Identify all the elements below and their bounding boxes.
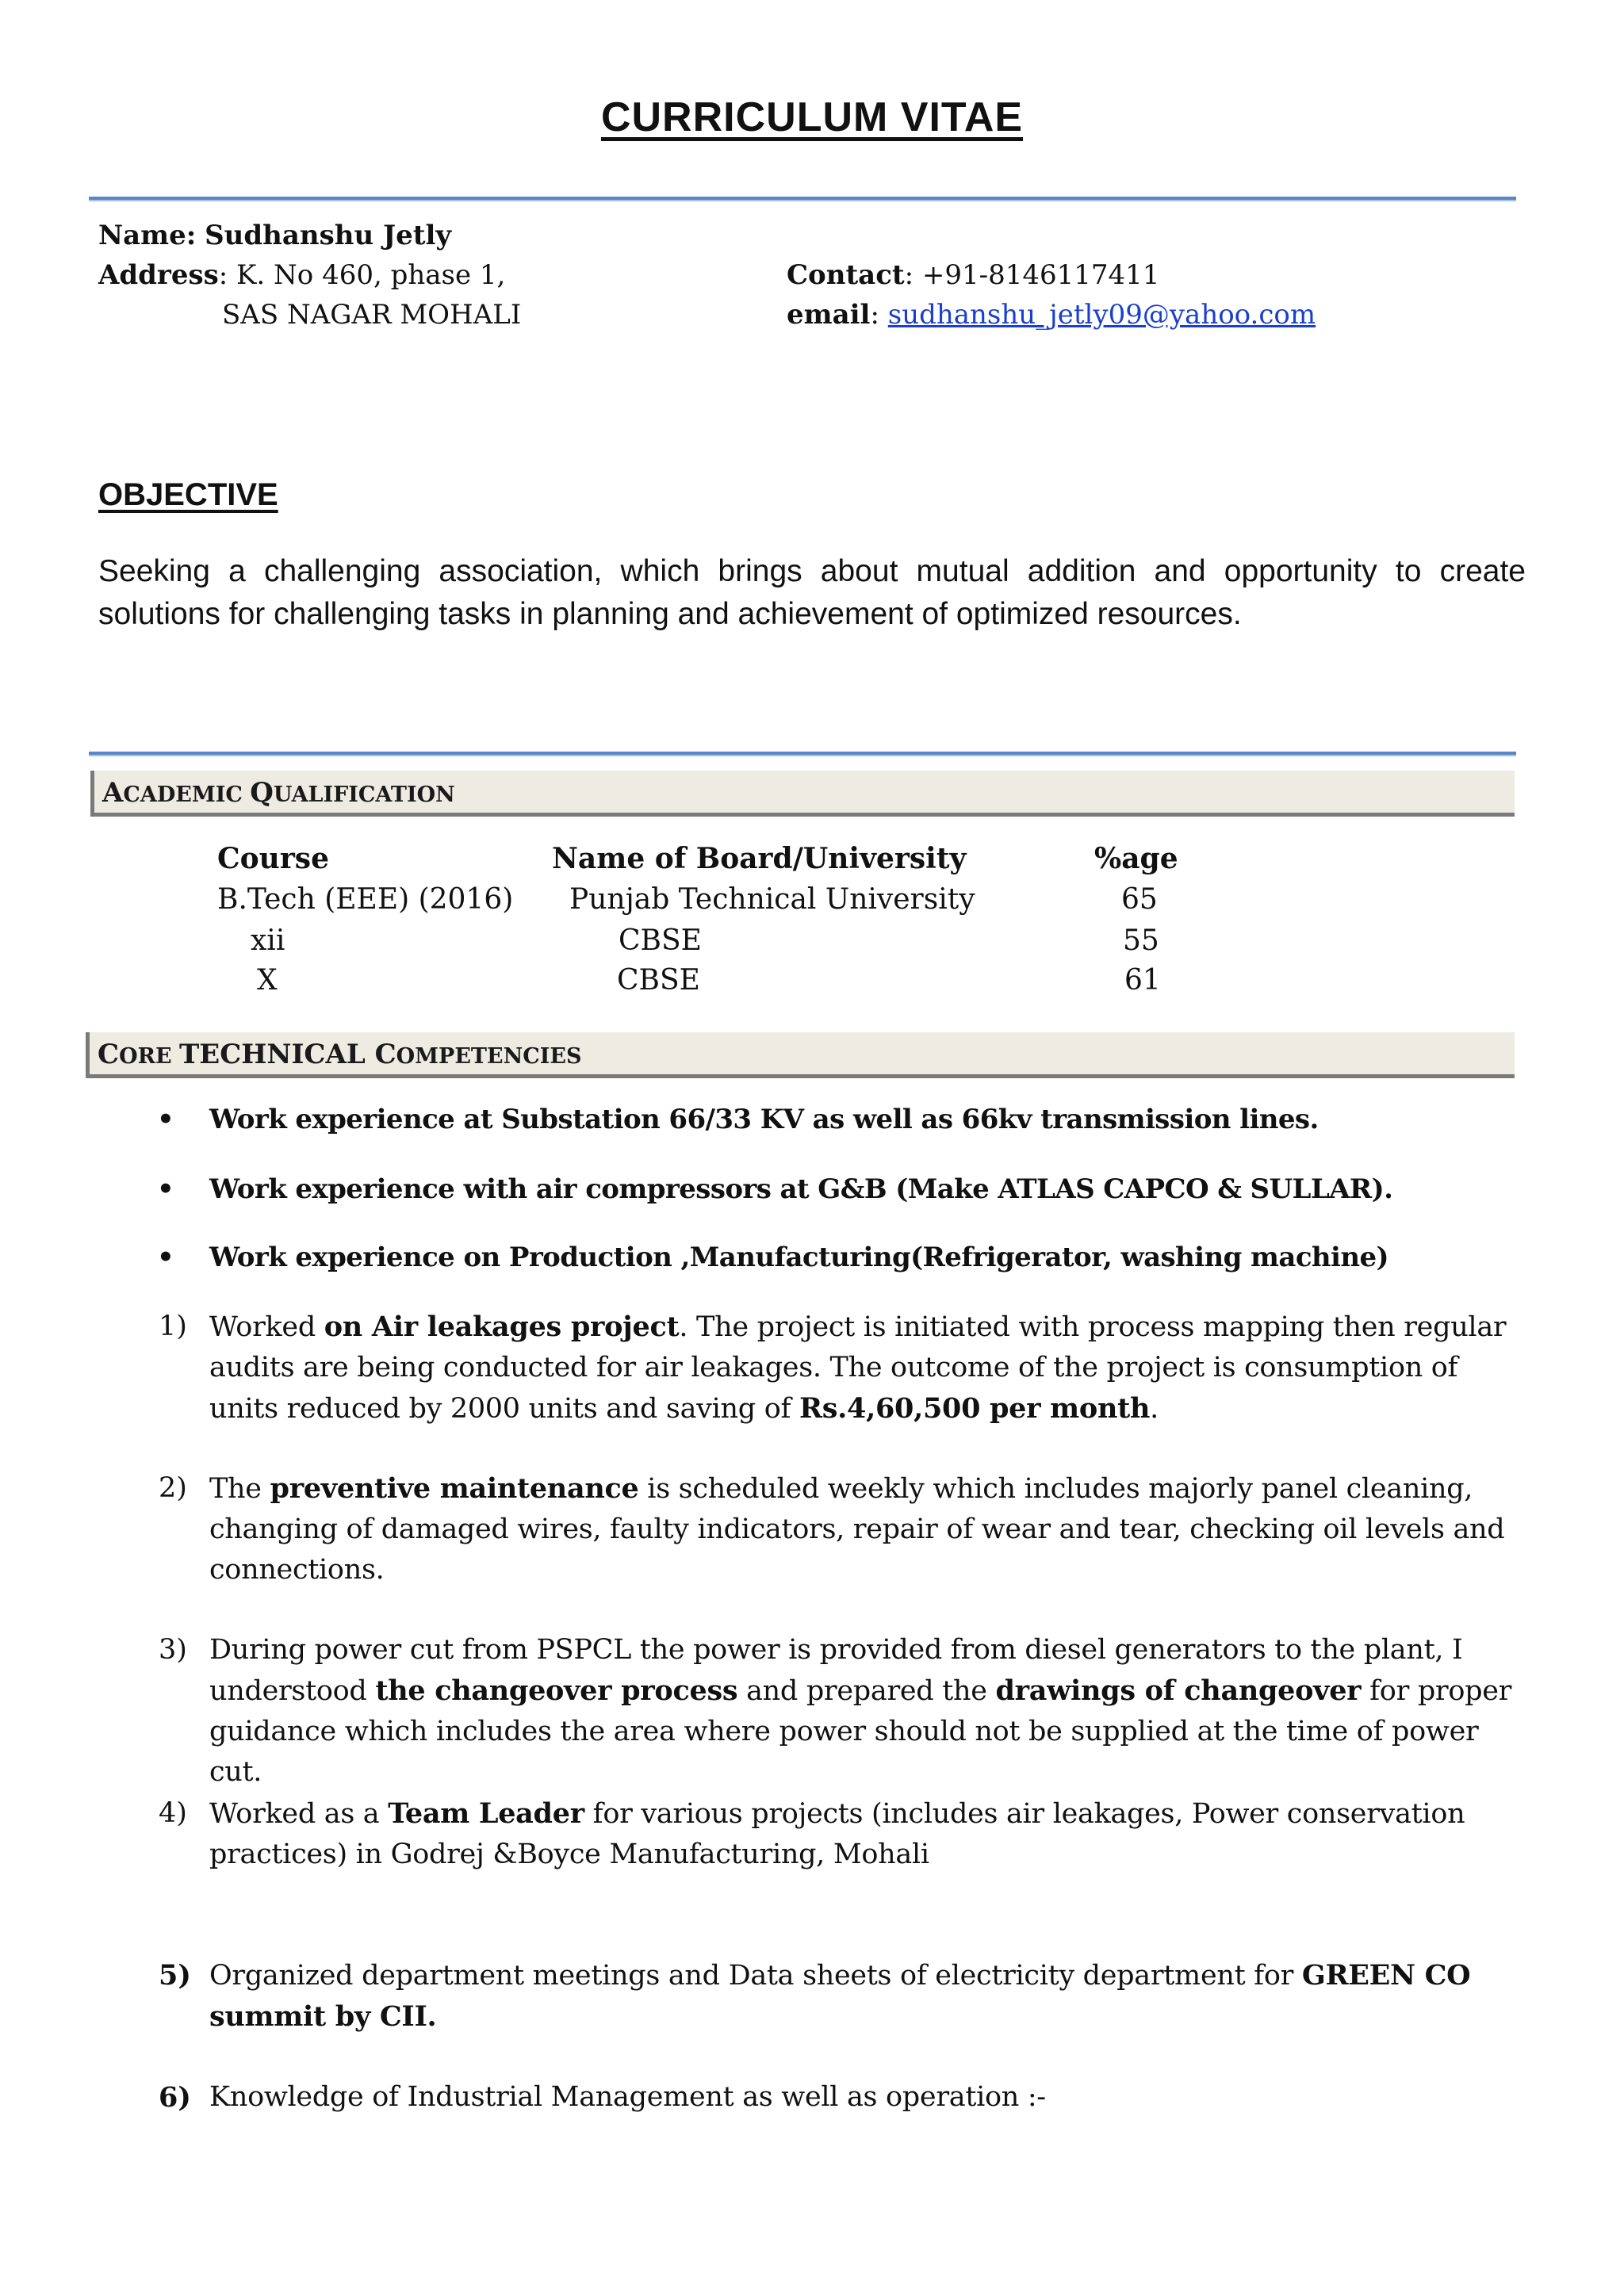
address-line-2: SAS NAGAR MOHALI — [222, 299, 522, 331]
address-value-1: : K. No 460, phase 1, — [218, 259, 506, 291]
item-body: Organized department meetings and Data sheets of electricity department for GREEN CO summit by CII. — [209, 1959, 1471, 2033]
item-body: Worked on Air leakages project. The project is initiated with process mapping then regular audits are being conducted for air leakages. The outcome of the project is consumption of units reduced by 2000 units and saving of Rs.4,60,500 per month. — [209, 1311, 1507, 1425]
row-2-course: xii — [251, 924, 285, 957]
col-course: Course — [217, 842, 329, 875]
col-percent: %age — [1094, 842, 1178, 875]
address-label: Address — [98, 259, 219, 291]
academic-heading-q: Q — [250, 777, 274, 809]
academic-heading-cademic: CADEMIC — [123, 783, 251, 807]
header-divider — [89, 197, 1516, 201]
bullet-icon: • — [157, 1242, 174, 1273]
col-board: Name of Board/University — [552, 842, 967, 875]
academic-section-bar — [90, 771, 1515, 817]
item-number: 6) — [159, 2081, 191, 2114]
contact-value: : +91-8146117411 — [904, 259, 1160, 291]
item-number: 5) — [159, 1959, 191, 1992]
item-number: 4) — [159, 1797, 187, 1829]
bullet-icon: • — [157, 1173, 174, 1205]
address-line-1 — [98, 255, 505, 295]
item-body: Knowledge of Industrial Management as well as operation :- — [209, 2081, 1046, 2113]
row-3-board: CBSE — [617, 964, 700, 997]
name-label: Name: — [98, 220, 197, 251]
comp-heading-ompetencies: OMPETENCIES — [396, 1044, 582, 1069]
academic-heading-a: A — [102, 777, 124, 809]
row-2-board: CBSE — [619, 924, 702, 957]
objective-heading: OBJECTIVE — [98, 477, 278, 512]
row-3-course: X — [257, 964, 278, 997]
row-1-course: B.Tech (EEE) (2016) — [217, 883, 514, 916]
objective-divider — [89, 752, 1516, 756]
comp-heading-technical: TECHNICAL — [179, 1039, 375, 1070]
objective-text: Seeking a challenging association, which brings about mutual addition and opportunity to create solutions for challenging tasks in planning and achievement of optimized resources. — [98, 554, 1526, 631]
email-label: email — [787, 299, 871, 331]
bullet-icon: • — [157, 1104, 174, 1135]
item-body: The preventive maintenance is scheduled weekly which includes majorly panel cleaning, changing of damaged wires, faulty indicators, repair of wear and tear, checking oil levels and connections. — [209, 1472, 1505, 1586]
item-body: During power cut from PSPCL the power is provided from diesel generators to the plant, I understood the changeover process and prepared the drawings of changeover for proper guidance which includes the area where power should not be supplied at the time of power cut. — [209, 1634, 1512, 1788]
academic-heading-ualification: UALIFICATION — [273, 783, 455, 807]
contact-label: Contact — [787, 259, 905, 291]
bullet-text: Work experience with air compressors at G&B (Make ATLAS CAPCO & SULLAR). — [209, 1173, 1393, 1205]
email-line — [787, 295, 1316, 335]
document-title: CURRICULUM VITAE — [600, 94, 1024, 140]
email-link[interactable]: sudhanshu_jetly09@yahoo.com — [887, 299, 1316, 331]
comp-heading-c: C — [98, 1039, 120, 1070]
bullet-text: Work experience on Production ,Manufacturing(Refrigerator, washing machine) — [209, 1242, 1389, 1273]
item-number: 1) — [159, 1311, 187, 1342]
comp-heading-ore: ORE — [119, 1044, 179, 1069]
item-number: 2) — [159, 1472, 187, 1504]
bullet-text: Work experience at Substation 66/33 KV as well as 66kv transmission lines. — [209, 1104, 1319, 1135]
row-2-pct: 55 — [1123, 924, 1159, 957]
item-number: 3) — [159, 1634, 187, 1666]
row-1-pct: 65 — [1121, 883, 1158, 916]
competencies-section-bar — [86, 1032, 1515, 1078]
comp-heading-c2: C — [374, 1039, 396, 1070]
row-3-pct: 61 — [1124, 964, 1161, 997]
name-value: Sudhanshu Jetly — [205, 220, 452, 251]
email-sep: : — [870, 299, 888, 331]
name-line — [98, 216, 451, 255]
item-body: Worked as a Team Leader for various projects (includes air leakages, Power conservation practices) in Godrej &Boyce Manufacturing, Mohali — [209, 1797, 1465, 1870]
contact-line — [787, 255, 1159, 295]
row-1-board: Punjab Technical University — [569, 883, 975, 916]
